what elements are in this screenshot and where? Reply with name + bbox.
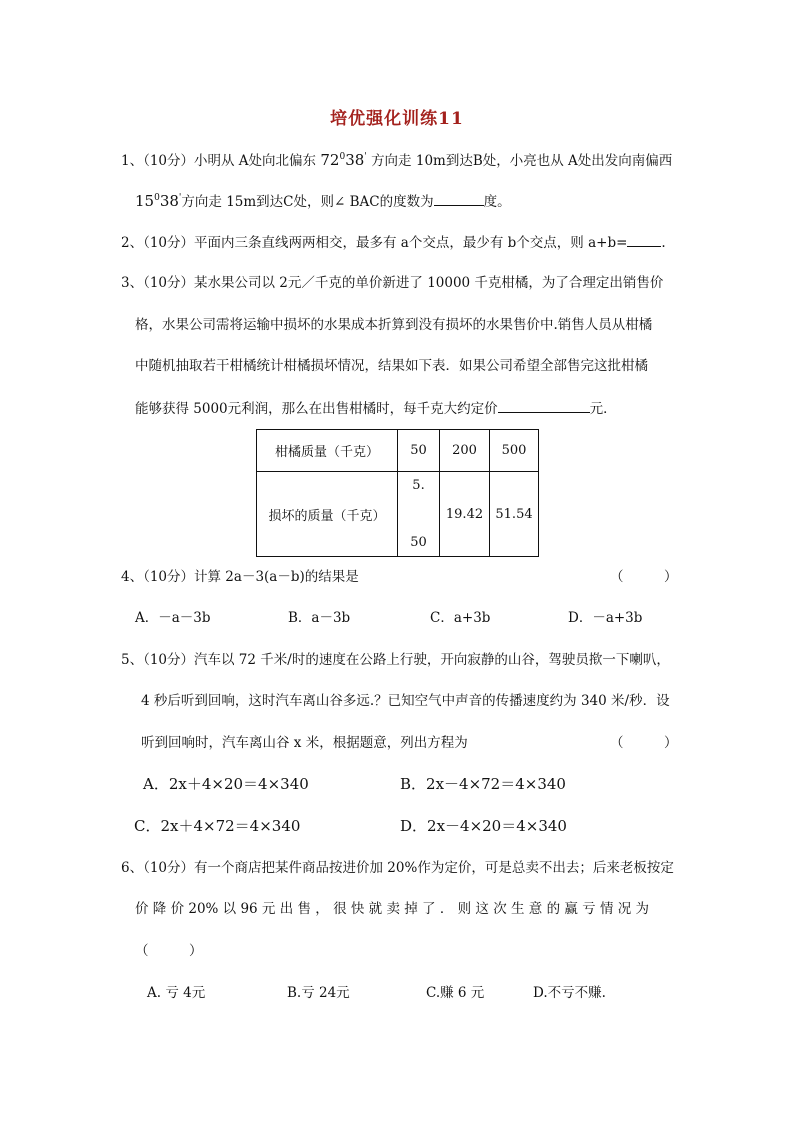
table-cell: 50 [398, 430, 440, 472]
table-cell-top: 5. [412, 478, 425, 493]
q4-option-a[interactable]: A．－a－3b [135, 610, 211, 626]
q6-option-d[interactable]: D.不亏不赚. [533, 985, 606, 1001]
page-title: 培优强化训练11 [330, 109, 464, 129]
q1-suffix-end: 度。 [483, 194, 511, 210]
q1-suffix: 方向走 15m到达C处，则∠ BAC的度数为 [181, 194, 434, 210]
q1-line2: $15^038'$方向走 15m到达C处，则∠ BAC的度数为 度。 [135, 192, 511, 210]
q4-option-b[interactable]: B．a－3b [288, 610, 351, 626]
q5-option-a[interactable]: A．2x＋4×20＝4×340 [143, 775, 309, 793]
table-cell: 200 [440, 430, 490, 472]
q5-option-c[interactable]: C．2x＋4×72＝4×340 [134, 817, 301, 835]
q1-angle1-deg: 72 [320, 151, 340, 169]
q3-line4: 能够获得 5000元利润，那么在出售柑橘时，每千克大约定价 元． [135, 398, 617, 419]
q6-option-c[interactable]: C.赚 6 元 [426, 985, 485, 1001]
q5-answer-paren[interactable]: （ ） [610, 735, 678, 751]
q3-line3: 中随机抽取若干柑橘统计柑橘损坏情况，结果如下表．如果公司希望全部售完这批柑橘 [135, 358, 648, 374]
table-cell-bottom: 50 [410, 535, 427, 550]
q1-mid: 方向走 10m到达B处，小亮也从 A处出发向南偏西 [371, 153, 673, 169]
q1-angle2-deg: 15 [135, 192, 155, 210]
q5-line1: 5、（10分）汽车以 72 千米/时的速度在公路上行驶，开向寂静的山谷，驾驶员揿一下喇叭， [121, 652, 670, 668]
table-row [257, 472, 539, 557]
q1-min-mark: ' [364, 152, 367, 162]
q5-line3: 听到回响时，汽车离山谷 x 米，根据题意，列出方程为 [141, 735, 468, 751]
table-cell [398, 472, 440, 557]
q6-line1: 6、（10分）有一个商店把某件商品按进价加 20%作为定价，可是总卖不出去；后来老板按定 [121, 860, 674, 876]
q1-angle1-min: 38 [345, 151, 365, 169]
q2-text: 2、（10分）平面内三条直线两两相交，最多有 a个交点，最少有 b个交点，则 a+b= [121, 235, 628, 251]
orange-damage-table [256, 429, 539, 557]
q1-line1 [121, 150, 672, 171]
q5-option-d[interactable]: D．2x－4×20＝4×340 [400, 817, 567, 835]
q4-line: 4、（10分）计算 2a－3(a－b)的结果是 [121, 569, 359, 585]
table-cell: 500 [490, 430, 539, 472]
q4-answer-paren[interactable]: （ ） [610, 569, 678, 585]
q1-angle2-min: 38 [159, 192, 179, 210]
q3-line2: 格，水果公司需将运输中损坏的水果成本折算到没有损坏的水果售价中.销售人员从柑橘 [135, 317, 653, 333]
table-cell-label: 柑橘质量（千克） [257, 430, 398, 472]
q5-line2: 4 秒后听到回响，这时汽车离山谷多远.？已知空气中声音的传播速度约为 340 米/秒．设 [141, 693, 670, 709]
q2-line: 2、（10分）平面内三条直线两两相交，最多有 a个交点，最少有 b个交点，则 a+b= . [121, 232, 666, 253]
q6-line2: 价 降 价 20% 以 96 元 出 售 ， 很 快 就 卖 掉 了 ． 则 这 次 生 意 的 赢 亏 情 况 为 [135, 901, 650, 917]
q6-answer-paren[interactable]: （ ） [135, 943, 203, 959]
q1-deg-mark: 0 [339, 152, 346, 162]
q4-option-d[interactable]: D．－a+3b [568, 610, 643, 626]
q3-answer-blank[interactable] [498, 398, 590, 413]
table-cell-label: 损坏的质量（千克） [257, 472, 398, 557]
table-cell: 51.54 [490, 472, 539, 557]
table-cell: 19.42 [440, 472, 490, 557]
q5-option-b[interactable]: B．2x－4×72＝4×340 [400, 775, 566, 793]
q2-answer-blank[interactable] [627, 232, 661, 247]
q4-option-c[interactable]: C．a+3b [430, 610, 491, 626]
q1-answer-blank[interactable] [434, 191, 484, 206]
q6-option-b[interactable]: B.亏 24元 [287, 985, 350, 1001]
q3-line1: 3、（10分）某水果公司以 2元／千克的单价新进了 10000 千克柑橘，为了合理定出销售价 [121, 275, 664, 291]
q1-prefix: 1、（10分）小明从 A处向北偏东 [121, 153, 317, 169]
q6-option-a[interactable]: A. 亏 4元 [147, 985, 206, 1001]
table-row [257, 430, 539, 472]
